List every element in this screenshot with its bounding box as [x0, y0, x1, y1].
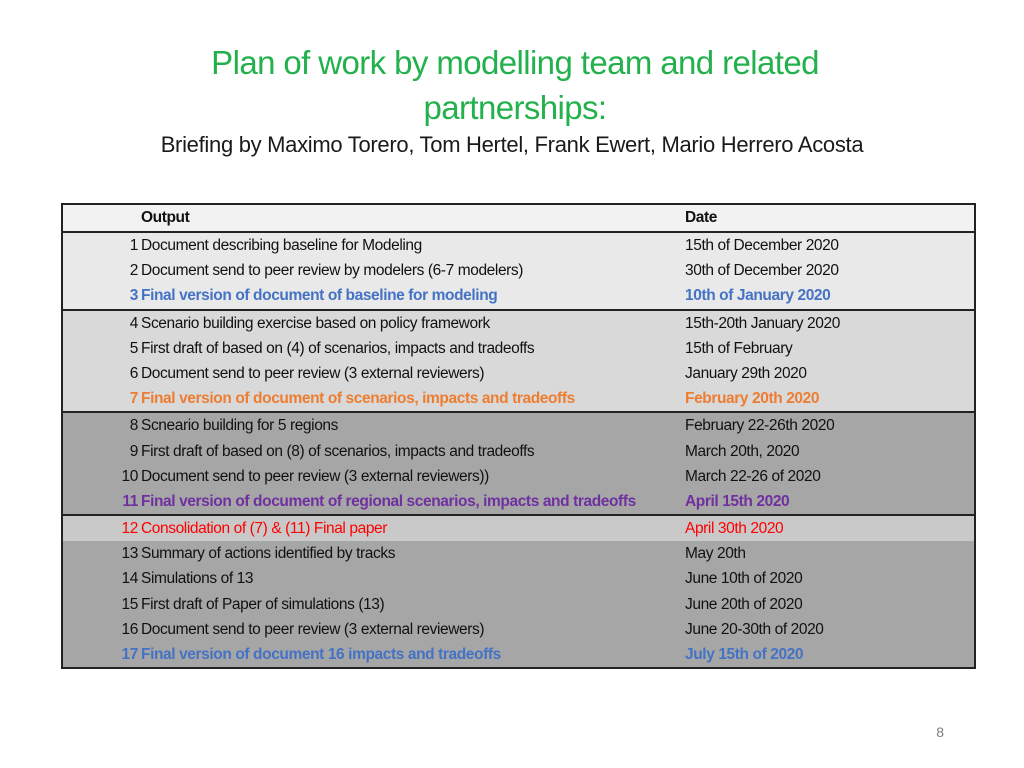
table-row-milestone	[63, 642, 974, 667]
row-number: 7	[129, 390, 138, 408]
slide-subtitle: Briefing by Maximo Torero, Tom Hertel, Frank Ewert, Mario Herrero Acosta	[160, 132, 864, 157]
row-output: First draft of based on (4) of scenarios, impacts and tradeoffs	[141, 339, 535, 357]
row-date: February 22-26th 2020	[685, 417, 835, 435]
row-date: June 20-30th of 2020	[685, 620, 824, 638]
row-group-scenarios	[63, 311, 974, 414]
row-number: 8	[129, 417, 138, 435]
row-output: First draft of based on (8) of scenarios, impacts and tradeoffs	[141, 442, 535, 460]
table-row	[63, 336, 974, 361]
row-number: 17	[121, 646, 138, 663]
row-number: 6	[129, 364, 138, 382]
table-row-milestone	[63, 489, 974, 514]
row-number: 4	[129, 314, 138, 332]
row-output: Summary of actions identified by tracks	[141, 545, 396, 563]
row-number: 11	[122, 492, 138, 510]
table-row	[63, 439, 974, 464]
row-output: Document describing baseline for Modeling	[141, 237, 422, 254]
row-group-final	[63, 516, 974, 667]
row-date: March 20th, 2020	[685, 442, 800, 460]
row-date: May 20th	[685, 545, 746, 563]
row-date: April 15th 2020	[685, 492, 790, 510]
row-number: 2	[129, 262, 138, 280]
row-date: June 10th of 2020	[685, 570, 803, 588]
row-output: Final version of document of regional scenarios, impacts and tradeoffs	[141, 492, 636, 510]
table-row	[63, 311, 974, 336]
row-date: 10th of January 2020	[685, 287, 831, 305]
slide-title	[90, 40, 940, 130]
row-date: January 29th 2020	[685, 364, 807, 382]
table-row	[63, 464, 974, 489]
page-number: 8	[936, 724, 944, 740]
row-output: Document send to peer review (3 external reviewers)	[141, 620, 485, 638]
row-number: 12	[121, 520, 138, 538]
table-row-consolidation	[63, 516, 974, 541]
row-output: Document send to peer review by modelers (6-7 modelers)	[141, 262, 524, 280]
row-number: 13	[121, 545, 138, 563]
row-number: 16	[121, 620, 138, 638]
row-number: 9	[129, 442, 138, 460]
row-number: 5	[129, 339, 138, 357]
row-number: 1	[129, 237, 138, 254]
row-output: Scenario building exercise based on policy framework	[141, 314, 490, 332]
row-date: 15th of December 2020	[685, 237, 839, 254]
row-group-regional	[63, 413, 974, 516]
row-group-baseline	[63, 233, 974, 311]
row-output: Final version of document of scenarios, impacts and tradeoffs	[141, 390, 575, 408]
row-date: July 15th of 2020	[685, 646, 804, 663]
table-row	[63, 617, 974, 642]
work-plan-table	[61, 203, 976, 669]
title-line-1: Plan of work by modelling team and related	[211, 44, 819, 81]
table-row	[63, 361, 974, 386]
table-row	[63, 258, 974, 283]
row-number: 3	[129, 287, 138, 305]
table-row-milestone	[63, 283, 974, 308]
row-date: April 30th 2020	[685, 520, 784, 538]
row-output: First draft of Paper of simulations (13)	[141, 595, 385, 613]
row-output: Final version of document of baseline for modeling	[141, 287, 498, 305]
row-output: Document send to peer review (3 external reviewers))	[141, 467, 489, 485]
table-row	[63, 592, 974, 617]
table-row	[63, 541, 974, 566]
row-date: 30th of December 2020	[685, 262, 839, 280]
row-date: March 22-26 of 2020	[685, 467, 821, 485]
table-row	[63, 566, 974, 591]
header-date: Date	[685, 209, 717, 226]
row-date: June 20th of 2020	[685, 595, 803, 613]
row-output: Final version of document 16 impacts and tradeoffs	[141, 646, 501, 663]
row-output: Consolidation of (7) & (11) Final paper	[141, 520, 388, 538]
row-date: February 20th 2020	[685, 390, 820, 408]
row-date: 15th-20th January 2020	[685, 314, 840, 332]
row-number: 15	[121, 595, 138, 613]
table-row	[63, 233, 974, 258]
row-output: Document send to peer review (3 external reviewers)	[141, 364, 485, 382]
row-output: Simulations of 13	[141, 570, 254, 588]
row-number: 10	[121, 467, 138, 485]
table-header	[63, 205, 974, 233]
table-row-milestone	[63, 386, 974, 411]
title-line-2: partnerships:	[423, 89, 607, 126]
table-row	[63, 413, 974, 438]
row-output: Scneario building for 5 regions	[141, 417, 338, 435]
row-number: 14	[121, 570, 138, 588]
row-date: 15th of February	[685, 339, 793, 357]
header-output: Output	[141, 209, 190, 226]
